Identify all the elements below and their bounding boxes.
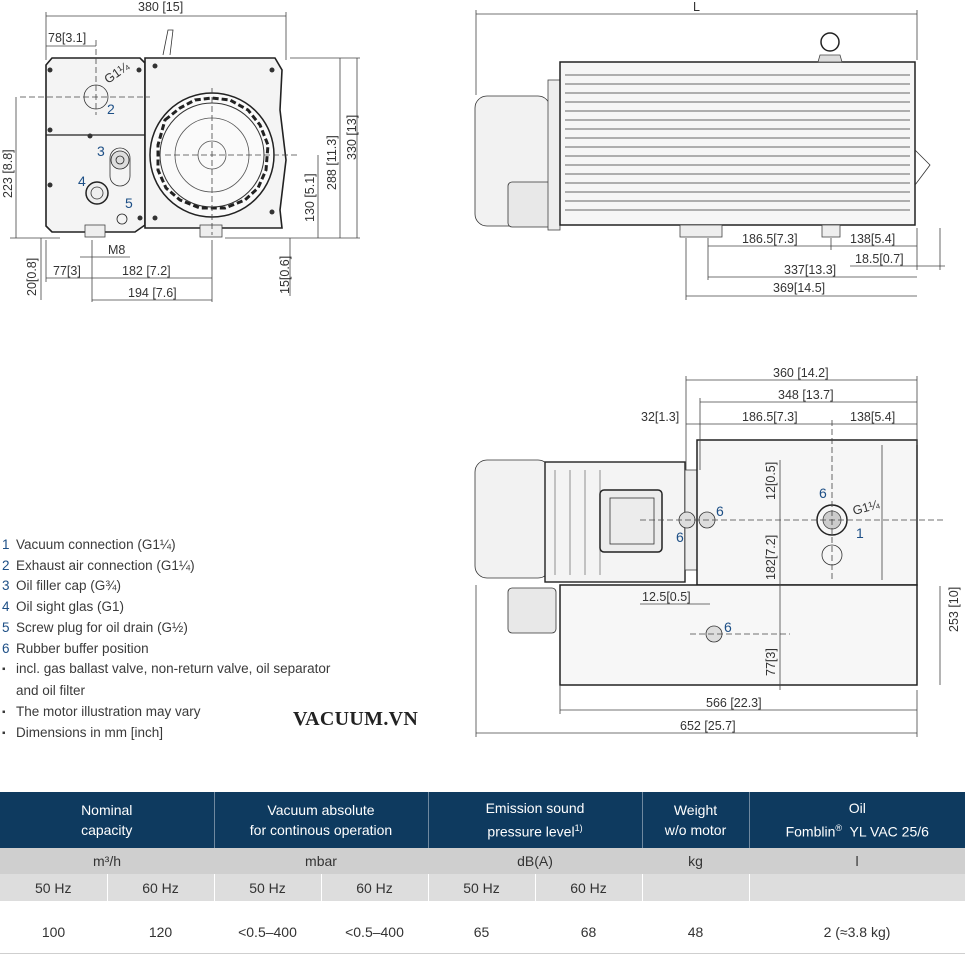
unit-vacuum: mbar	[214, 848, 428, 874]
dim-20: 20[0.8]	[25, 257, 39, 296]
spec-table	[0, 792, 965, 954]
top-view	[475, 376, 945, 737]
unit-weight: kg	[642, 848, 749, 874]
freq-cell-empty	[642, 874, 749, 901]
callout-2: 2	[107, 101, 115, 117]
dim-288: 288 [11.3]	[325, 135, 339, 190]
legend-note: ▪ incl. gas ballast valve, non-return valve, oil separator	[2, 661, 331, 677]
thread-exhaust: G1¼	[101, 59, 132, 87]
legend-note: ▪ The motor illustration may vary	[2, 703, 201, 719]
table-row	[0, 911, 965, 954]
dim-side-186: 186.5[7.3]	[742, 232, 798, 246]
dim-side-337: 337[13.3]	[784, 263, 837, 277]
dim-380: 380 [15]	[138, 0, 184, 14]
callout-6-d: 6	[724, 619, 732, 635]
legend-item: 6 Rubber buffer position	[2, 640, 149, 656]
legend-item: 2 Exhaust air connection (G1¼)	[2, 557, 195, 573]
value-cap-60: 120	[107, 911, 214, 954]
value-cap-50: 100	[0, 911, 107, 954]
legend	[2, 535, 330, 745]
dim-330: 330 [13]	[345, 114, 359, 160]
value-vac-60: <0.5–400	[321, 911, 428, 954]
dim-top-12-5: 12.5[0.5]	[642, 590, 691, 604]
freq-cell: 50 Hz	[0, 874, 107, 901]
value-sound-60: 68	[535, 911, 642, 954]
dim-top-652: 652 [25.7]	[680, 719, 736, 733]
dim-top-32: 32[1.3]	[641, 410, 680, 424]
legend-item: 4 Oil sight glas (G1)	[2, 599, 125, 615]
header-weight: Weight w/o motor	[642, 792, 749, 848]
dim-top-566: 566 [22.3]	[706, 696, 762, 710]
dim-top-360: 360 [14.2]	[773, 366, 829, 380]
value-sound-50: 65	[428, 911, 535, 954]
dim-77: 77[3]	[53, 264, 81, 278]
dim-top-348: 348 [13.7]	[778, 388, 834, 402]
dim-side-369: 369[14.5]	[773, 281, 826, 295]
dim-top-77: 77[3]	[764, 648, 778, 676]
dim-top-138: 138[5.4]	[850, 410, 896, 424]
dim-194: 194 [7.6]	[128, 286, 177, 300]
dim-top-186: 186.5[7.3]	[742, 410, 798, 424]
callout-3: 3	[97, 143, 105, 159]
dim-130: 130 [5.1]	[303, 173, 317, 222]
callout-6-c: 6	[819, 485, 827, 501]
legend-item: 3 Oil filler cap (G¾)	[2, 578, 122, 594]
value-oil: 2 (≈3.8 kg)	[749, 911, 965, 954]
dim-top-253: 253 [10]	[947, 586, 961, 632]
freq-cell: 60 Hz	[107, 874, 214, 901]
dim-15: 15[0.6]	[278, 255, 292, 294]
unit-sound: dB(A)	[428, 848, 642, 874]
header-nominal: Nominal capacity	[0, 792, 214, 848]
dim-top-182: 182[7.2]	[764, 534, 778, 580]
legend-note: ▪ Dimensions in mm [inch]	[2, 725, 164, 741]
header-emission: Emission sound pressure level$^{1)}$	[428, 792, 642, 848]
unit-oil: l	[749, 848, 965, 874]
brand-watermark: VACUUM.VN	[293, 708, 419, 730]
dim-m8: M8	[108, 243, 126, 257]
callout-6-b: 6	[716, 503, 724, 519]
header-vacuum: Vacuum absolute for continous operation	[214, 792, 428, 848]
legend-note: and oil filter	[16, 682, 86, 698]
thread-vacuum: G1¼	[851, 497, 881, 518]
dim-side-138: 138[5.4]	[850, 232, 896, 246]
freq-cell: 60 Hz	[535, 874, 642, 901]
dim-top-12: 12[0.5]	[764, 461, 778, 500]
freq-cell: 60 Hz	[321, 874, 428, 901]
front-view	[10, 12, 360, 302]
callout-4: 4	[78, 173, 86, 189]
callout-1: 1	[856, 525, 864, 541]
callout-6-a: 6	[676, 529, 684, 545]
dim-L: L	[693, 0, 700, 14]
legend-item: 5 Screw plug for oil drain (G½)	[2, 619, 188, 635]
dim-side-18: 18.5[0.7]	[855, 252, 904, 266]
legend-item: 1 Vacuum connection (G1¼)	[2, 537, 176, 552]
freq-cell-empty	[749, 874, 965, 901]
header-oil: Oil Fomblin® YL VAC 25/6	[749, 792, 965, 848]
dim-223: 223 [8.8]	[1, 149, 15, 198]
value-vac-50: <0.5–400	[214, 911, 321, 954]
value-weight: 48	[642, 911, 749, 954]
dim-182: 182 [7.2]	[122, 264, 171, 278]
freq-cell: 50 Hz	[214, 874, 321, 901]
freq-cell: 50 Hz	[428, 874, 535, 901]
callout-5: 5	[125, 195, 133, 211]
dim-78: 78[3.1]	[48, 31, 87, 45]
unit-capacity: m³/h	[0, 848, 214, 874]
